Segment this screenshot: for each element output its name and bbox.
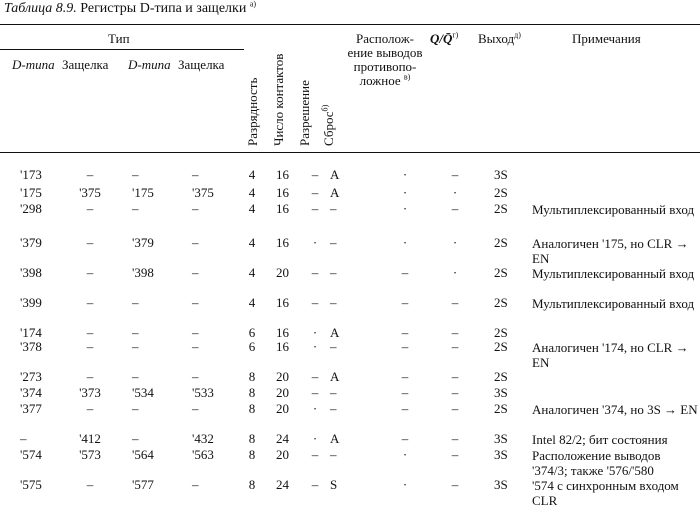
- cell-out: 2S: [494, 185, 508, 200]
- cell-l2: –: [192, 265, 199, 280]
- cell-bits: 8: [248, 431, 256, 446]
- header-q-label: Q/Q̄: [430, 31, 453, 46]
- cell-l2: –: [192, 369, 199, 384]
- cell-l1: –: [86, 235, 94, 250]
- cell-pin: –: [401, 431, 409, 446]
- header-reset: [322, 105, 336, 146]
- cell-out: 2S: [494, 295, 508, 310]
- header-pinout: [346, 32, 424, 88]
- cell-l2: –: [192, 235, 199, 250]
- cell-q: –: [451, 385, 459, 400]
- cell-bits: 4: [248, 295, 256, 310]
- cell-d2: '577: [132, 477, 154, 492]
- cell-q: ·: [452, 185, 458, 200]
- cell-bits: 8: [248, 385, 256, 400]
- cell-pins: 16: [276, 295, 289, 310]
- cell-rst: –: [330, 447, 337, 462]
- cell-en: –: [311, 295, 319, 310]
- header-reset-label: Сброс: [321, 111, 336, 146]
- cell-d1: '273: [20, 369, 42, 384]
- cell-en: ·: [312, 325, 318, 340]
- cell-l1: '373: [79, 385, 101, 400]
- cell-en: –: [311, 201, 319, 216]
- cell-out: 3S: [494, 447, 508, 462]
- cell-en: –: [311, 265, 319, 280]
- cell-bits: 4: [248, 185, 256, 200]
- cell-pin: –: [401, 339, 409, 354]
- cell-pin: ·: [402, 185, 408, 200]
- header-bits: Разрядность: [245, 77, 260, 146]
- cell-d1: '575: [20, 477, 42, 492]
- cell-note: '574 с синхронным входом CLR: [532, 478, 679, 508]
- cell-l2: –: [192, 201, 199, 216]
- cell-out: 3S: [494, 167, 508, 182]
- cell-en: –: [311, 385, 319, 400]
- cell-l2: '563: [192, 447, 214, 462]
- cell-note: Аналогичен '175, но CLR → EN: [532, 236, 689, 266]
- header-reset-note: б): [320, 104, 330, 112]
- header-pinout-note: в): [403, 72, 411, 82]
- cell-d2: '564: [132, 447, 154, 462]
- cell-en: –: [311, 185, 319, 200]
- cell-pin: ·: [402, 477, 408, 492]
- cell-l2: –: [192, 339, 199, 354]
- cell-out: 3S: [494, 385, 508, 400]
- header-type-group: Тип: [108, 31, 130, 46]
- cell-note: Расположение выводов '374/3; также '576/'580: [532, 448, 661, 478]
- cell-pin: –: [401, 325, 409, 340]
- cell-pins: 20: [276, 385, 289, 400]
- table-caption: Регистры D-типа и защелки: [80, 1, 247, 16]
- cell-l2: –: [192, 295, 199, 310]
- cell-note: Мультиплексированный вход: [532, 202, 695, 217]
- cell-l1: –: [86, 477, 94, 492]
- header-d-type-2: D-типа: [128, 57, 171, 72]
- header-pinout-l3: противопо-: [353, 59, 417, 74]
- cell-d1: '574: [20, 447, 42, 462]
- cell-d2: –: [132, 201, 139, 216]
- cell-pin: –: [401, 385, 409, 400]
- cell-q: ·: [452, 265, 458, 280]
- cell-q: ·: [452, 235, 458, 250]
- cell-pins: 20: [276, 447, 289, 462]
- cell-pins: 20: [276, 265, 289, 280]
- cell-rst: A: [330, 325, 340, 340]
- cell-en: ·: [312, 339, 318, 354]
- cell-pins: 16: [276, 185, 289, 200]
- header-enable: Разрешение: [297, 80, 312, 146]
- cell-l1: –: [86, 339, 94, 354]
- cell-en: ·: [312, 235, 318, 250]
- header-q: [430, 32, 458, 46]
- cell-d1: '175: [20, 185, 42, 200]
- cell-pin: ·: [402, 201, 408, 216]
- header-bottom-rule: [0, 152, 700, 153]
- cell-q: –: [451, 295, 459, 310]
- cell-pins: 16: [276, 167, 289, 182]
- cell-out: 2S: [494, 369, 508, 384]
- cell-out: 2S: [494, 201, 508, 216]
- cell-en: –: [311, 447, 319, 462]
- cell-l1: '573: [79, 447, 101, 462]
- cell-d1: '377: [20, 401, 42, 416]
- cell-d2: –: [132, 369, 139, 384]
- cell-bits: 6: [248, 339, 256, 354]
- header-d-type-1: D-типа: [12, 57, 55, 72]
- cell-pins: 16: [276, 339, 289, 354]
- cell-bits: 8: [248, 369, 256, 384]
- header-q-note: г): [452, 30, 459, 40]
- cell-d2: '379: [132, 235, 154, 250]
- header-output-note: д): [514, 30, 521, 40]
- cell-bits: 8: [248, 447, 256, 462]
- cell-d1: '378: [20, 339, 42, 354]
- cell-d1: '379: [20, 235, 42, 250]
- top-rule: [0, 24, 700, 25]
- cell-l1: –: [86, 369, 94, 384]
- cell-pin: –: [401, 295, 409, 310]
- cell-en: ·: [312, 401, 318, 416]
- cell-l1: '375: [79, 185, 101, 200]
- cell-rst: A: [330, 167, 340, 182]
- cell-en: –: [311, 477, 319, 492]
- cell-q: –: [451, 325, 459, 340]
- cell-out: 3S: [494, 431, 508, 446]
- cell-bits: 6: [248, 325, 256, 340]
- cell-pins: 16: [276, 235, 289, 250]
- cell-pins: 16: [276, 325, 289, 340]
- cell-d2: –: [132, 339, 139, 354]
- cell-out: 2S: [494, 339, 508, 354]
- cell-d2: '534: [132, 385, 154, 400]
- cell-d2: –: [132, 431, 139, 446]
- table-title: [4, 2, 256, 16]
- cell-pin: –: [401, 265, 409, 280]
- cell-q: –: [451, 477, 459, 492]
- cell-rst: –: [330, 235, 337, 250]
- cell-bits: 8: [248, 401, 256, 416]
- cell-l2: –: [192, 325, 199, 340]
- cell-q: –: [451, 447, 459, 462]
- cell-d2: –: [132, 401, 139, 416]
- cell-l1: –: [86, 325, 94, 340]
- cell-rst: –: [330, 385, 337, 400]
- cell-rst: –: [330, 201, 337, 216]
- cell-d2: –: [132, 295, 139, 310]
- table-number: Таблица 8.9.: [4, 1, 77, 16]
- cell-note: Мультиплексированный вход: [532, 296, 695, 311]
- cell-pins: 24: [276, 477, 289, 492]
- cell-out: 2S: [494, 325, 508, 340]
- cell-d2: –: [132, 167, 139, 182]
- header-pinout-l1: Располож-: [355, 31, 415, 46]
- cell-note: Мультиплексированный вход: [532, 266, 695, 281]
- cell-d1: –: [20, 431, 27, 446]
- cell-pin: ·: [402, 447, 408, 462]
- cell-l1: –: [86, 167, 94, 182]
- cell-rst: –: [330, 339, 337, 354]
- cell-q: –: [451, 431, 459, 446]
- header-pinout-l4: ложное: [359, 73, 401, 88]
- title-footnote: а): [249, 0, 257, 9]
- cell-bits: 4: [248, 265, 256, 280]
- cell-l1: –: [86, 295, 94, 310]
- cell-rst: –: [330, 401, 337, 416]
- cell-pin: ·: [402, 235, 408, 250]
- cell-rst: S: [330, 477, 338, 492]
- cell-d1: '174: [20, 325, 42, 340]
- cell-d2: '175: [132, 185, 154, 200]
- cell-en: ·: [312, 431, 318, 446]
- cell-l2: –: [192, 167, 199, 182]
- cell-l2: –: [192, 477, 199, 492]
- cell-bits: 8: [248, 477, 256, 492]
- cell-q: –: [451, 339, 459, 354]
- header-pinout-l2: ение выводов: [347, 45, 423, 60]
- cell-out: 2S: [494, 235, 508, 250]
- cell-pin: ·: [402, 167, 408, 182]
- cell-pins: 20: [276, 369, 289, 384]
- cell-q: –: [451, 401, 459, 416]
- cell-l2: –: [192, 401, 199, 416]
- cell-note: Аналогичен '374, но 3S → EN: [532, 402, 698, 417]
- cell-l2: '375: [192, 185, 214, 200]
- cell-out: 2S: [494, 401, 508, 416]
- cell-l2: '432: [192, 431, 214, 446]
- cell-q: –: [451, 167, 459, 182]
- cell-note: Intel 82/2; бит состояния: [532, 432, 668, 447]
- cell-out: 2S: [494, 265, 508, 280]
- cell-pins: 20: [276, 401, 289, 416]
- cell-rst: A: [330, 431, 340, 446]
- cell-l1: –: [86, 401, 94, 416]
- cell-l1: –: [86, 201, 94, 216]
- cell-d1: '298: [20, 201, 42, 216]
- cell-d2: –: [132, 325, 139, 340]
- cell-note: Аналогичен '174, но CLR → EN: [532, 340, 689, 370]
- header-output-label: Выход: [478, 31, 515, 46]
- cell-en: –: [311, 369, 319, 384]
- type-group-rule: [0, 49, 244, 50]
- header-notes: Примечания: [572, 31, 641, 46]
- cell-q: –: [451, 369, 459, 384]
- cell-l2: '533: [192, 385, 214, 400]
- cell-d1: '398: [20, 265, 42, 280]
- cell-l1: '412: [79, 431, 101, 446]
- cell-rst: –: [330, 265, 337, 280]
- cell-out: 3S: [494, 477, 508, 492]
- header-latch-2: Защелка: [178, 57, 225, 72]
- cell-bits: 4: [248, 167, 256, 182]
- cell-en: –: [311, 167, 319, 182]
- header-latch-1: Защелка: [62, 57, 109, 72]
- header-pins: Число контактов: [271, 53, 286, 146]
- cell-rst: A: [330, 185, 340, 200]
- cell-bits: 4: [248, 201, 256, 216]
- cell-d1: '374: [20, 385, 42, 400]
- cell-pin: –: [401, 401, 409, 416]
- cell-pin: –: [401, 369, 409, 384]
- cell-bits: 4: [248, 235, 256, 250]
- cell-rst: A: [330, 369, 340, 384]
- header-output: [478, 32, 521, 46]
- cell-pins: 16: [276, 201, 289, 216]
- cell-d1: '399: [20, 295, 42, 310]
- cell-q: –: [451, 201, 459, 216]
- cell-d1: '173: [20, 167, 42, 182]
- cell-l1: –: [86, 265, 94, 280]
- cell-rst: –: [330, 295, 337, 310]
- cell-d2: '398: [132, 265, 154, 280]
- cell-pins: 24: [276, 431, 289, 446]
